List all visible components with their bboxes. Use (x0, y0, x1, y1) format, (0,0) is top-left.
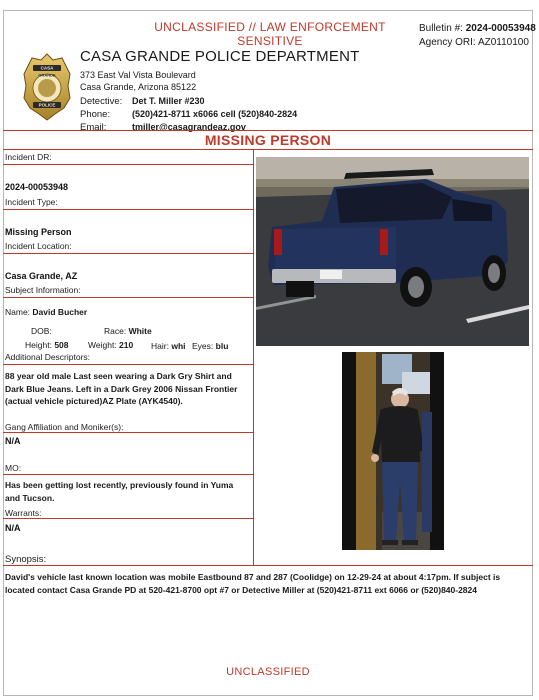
incident-dr-value: 2024-00053948 (5, 182, 69, 192)
classification-top: UNCLASSIFIED // LAW ENFORCEMENT SENSITIVE (154, 20, 386, 48)
page-title: MISSING PERSON (204, 132, 332, 148)
vehicle-photo (256, 157, 529, 346)
subject-name (5, 307, 87, 317)
row-divider (3, 474, 253, 475)
mo-value: Has been getting lost recently, previously found in Yuma and Tucson. (5, 480, 234, 503)
eyes-value: blu (215, 341, 229, 351)
race-label: Race: (104, 326, 127, 336)
address-line-1: 373 East Val Vista Boulevard (80, 70, 196, 80)
bulletin-label: Bulletin #: (419, 23, 463, 34)
row-divider (3, 364, 253, 365)
row-divider (3, 209, 253, 210)
hair-label: Hair: (151, 341, 169, 351)
police-badge-icon (22, 52, 72, 122)
synopsis-text: David's vehicle last known location was mobile Eastbound 87 and 287 (Coolidge) on 12-29-24 at about 4:17pm. If subject is located contact Casa Grande PD at 520-421-8700 opt #7 or Detective Miller at (520)421-8711 ext 6066 or (520)840-2824 (5, 572, 501, 595)
badge-text-top: CASA (40, 65, 54, 71)
phone-number: (520)421-8711 x6066 cell (520)840-2824 (132, 109, 298, 119)
synopsis-label: Synopsis: (5, 554, 47, 565)
agency-ori: AZ0110100 (477, 37, 529, 48)
row-divider (3, 297, 253, 298)
subject-info-label: Subject Information: (5, 285, 81, 295)
subject-dob (31, 326, 52, 336)
subject-race (104, 326, 152, 336)
race-value: White (128, 326, 152, 336)
email-address[interactable]: tmiller@casagrandeaz.gov (132, 122, 246, 132)
incident-type-value: Missing Person (5, 227, 72, 237)
detective-label: Detective: (80, 96, 123, 107)
classification-bottom: UNCLASSIFIED (226, 666, 310, 678)
column-divider (253, 149, 254, 565)
height-label: Height: (25, 340, 52, 350)
height-value: 508 (54, 340, 69, 350)
additional-descriptors-label: Additional Descriptors: (5, 352, 91, 362)
weight-label: Weight: (88, 340, 117, 350)
bulletin-info (419, 22, 536, 50)
mo-label: MO: (5, 463, 22, 473)
detective-name: Det T. Miller #230 (132, 96, 205, 106)
subject-eyes (192, 341, 228, 351)
title-divider-top (3, 130, 533, 131)
row-divider (3, 518, 253, 519)
agency-label: Agency ORI: (419, 37, 476, 48)
title-divider-bottom (3, 149, 533, 150)
incident-dr-label: Incident DR: (5, 152, 52, 162)
email-label: Email: (80, 122, 107, 133)
row-divider (3, 164, 253, 165)
bulletin-number: 2024-00053948 (465, 23, 536, 34)
name-label: Name: (5, 307, 31, 317)
row-divider (3, 432, 253, 433)
subject-photo (342, 352, 444, 550)
gang-affiliation-value: N/A (5, 436, 21, 446)
department-address (80, 69, 196, 93)
subject-hair (151, 341, 186, 351)
contact-block (80, 95, 297, 134)
phone-label: Phone: (80, 109, 111, 120)
dob-label: DOB: (31, 326, 52, 336)
eyes-label: Eyes: (192, 341, 214, 351)
incident-location-label: Incident Location: (5, 241, 72, 251)
address-line-2: Casa Grande, Arizona 85122 (80, 82, 197, 92)
name-value: David Bucher (32, 307, 88, 317)
warrants-label: Warrants: (5, 508, 42, 518)
incident-location-value: Casa Grande, AZ (5, 271, 78, 281)
hair-value: whi (171, 341, 186, 351)
subject-weight (88, 340, 133, 350)
row-divider (3, 253, 253, 254)
department-name: CASA GRANDE POLICE DEPARTMENT (80, 48, 360, 65)
subject-height (25, 340, 69, 350)
badge-text-mid: GRANDE (38, 72, 56, 78)
weight-value: 210 (119, 340, 134, 350)
gang-affiliation-label: Gang Affiliation and Moniker(s): (5, 422, 124, 432)
badge-text-bottom: POLICE (38, 102, 56, 108)
additional-descriptors-value: 88 year old male Last seen wearing a Dark Gry Shirt and Dark Blue Jeans. Left in a Dark Grey 2006 Nissan Frontier (actual vehicle pictured)AZ Plate (AYK4540). (5, 371, 238, 406)
warrants-value: N/A (5, 523, 21, 533)
synopsis-divider (3, 565, 533, 566)
incident-type-label: Incident Type: (5, 197, 58, 207)
